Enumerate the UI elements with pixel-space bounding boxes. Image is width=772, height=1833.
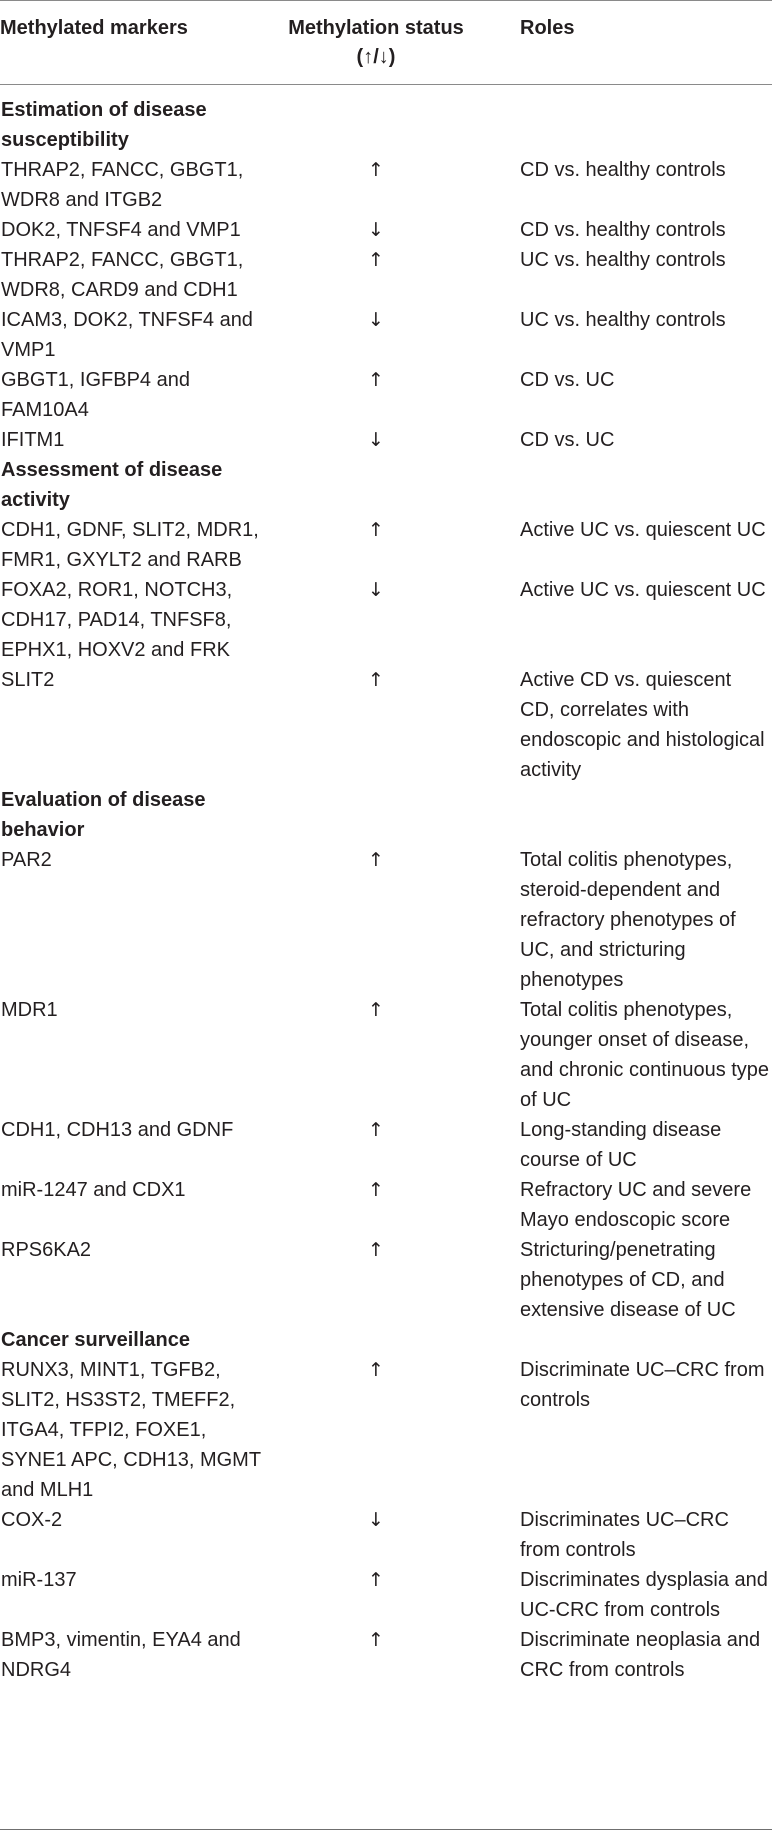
role-cell: UC vs. healthy controls	[520, 309, 726, 331]
status-cell: ↓	[368, 309, 384, 331]
status-cell: ↓	[368, 1509, 384, 1531]
role-cell: CD vs. healthy controls	[520, 219, 726, 241]
markers-cell: BMP3, vimentin, EYA4 and NDRG4	[1, 1629, 241, 1681]
role-cell: Active CD vs. quiescent CD, correlates with endoscopic and histological activity	[520, 669, 765, 781]
markers-cell: COX-2	[1, 1509, 63, 1531]
header-roles: Roles	[520, 17, 575, 39]
role-cell: UC vs. healthy controls	[520, 249, 726, 271]
table-row	[0, 665, 772, 785]
table-row	[0, 1115, 772, 1175]
role-cell: Active UC vs. quiescent UC	[520, 579, 766, 601]
table-row	[0, 1625, 772, 1685]
markers-cell: MDR1	[1, 999, 58, 1021]
markers-cell: ICAM3, DOK2, TNFSF4 and VMP1	[1, 309, 253, 361]
status-cell: ↑	[368, 1239, 384, 1261]
table-row	[0, 1235, 772, 1325]
status-cell: ↑	[368, 1569, 384, 1591]
markers-cell: FOXA2, ROR1, NOTCH3, CDH17, PAD14, TNFSF8, EPHX1, HOXV2 and FRK	[1, 579, 233, 661]
markers-cell: CDH1, GDNF, SLIT2, MDR1, FMR1, GXYLT2 and RARB	[1, 519, 259, 571]
table-row	[0, 305, 772, 365]
markers-cell: SLIT2	[1, 669, 55, 691]
status-cell: ↑	[368, 1629, 384, 1651]
table-row	[0, 425, 772, 455]
markers-cell: GBGT1, IGFBP4 and FAM10A4	[1, 369, 190, 421]
table-row	[0, 515, 772, 575]
section-heading: Cancer surveillance	[1, 1329, 190, 1351]
status-cell: ↑	[368, 849, 384, 871]
status-cell: ↑	[368, 999, 384, 1021]
header-methylated-markers: Methylated markers	[0, 17, 188, 39]
status-cell: ↑	[368, 1359, 384, 1381]
role-cell: Discriminates UC–CRC from controls	[520, 1509, 729, 1561]
role-cell: Total colitis phenotypes, younger onset of disease, and chronic continuous type of UC	[520, 999, 770, 1111]
role-cell: CD vs. UC	[520, 429, 615, 451]
status-cell: ↓	[368, 429, 384, 451]
bottom-rule	[0, 1829, 772, 1830]
markers-cell: THRAP2, FANCC, GBGT1, WDR8, CARD9 and CDH1	[1, 249, 244, 301]
status-cell: ↑	[368, 1119, 384, 1141]
role-cell: Stricturing/penetrating phenotypes of CD, and extensive disease of UC	[520, 1239, 736, 1321]
markers-cell: DOK2, TNFSF4 and VMP1	[1, 219, 241, 241]
status-cell: ↓	[368, 579, 384, 601]
status-cell: ↑	[368, 669, 384, 691]
markers-cell: IFITM1	[1, 429, 65, 451]
role-cell: Refractory UC and severe Mayo endoscopic score	[520, 1179, 752, 1231]
header-rule	[0, 84, 772, 85]
section-heading: Assessment of disease activity	[1, 459, 223, 511]
table-row	[0, 245, 772, 305]
table-row	[0, 845, 772, 995]
section-heading: Evaluation of disease behavior	[1, 789, 206, 841]
table-row	[0, 1175, 772, 1235]
markers-cell: miR-137	[1, 1569, 77, 1591]
markers-cell: PAR2	[1, 849, 52, 871]
role-cell: Discriminates dysplasia and UC-CRC from controls	[520, 1569, 768, 1621]
role-cell: Total colitis phenotypes, steroid-dependent and refractory phenotypes of UC, and stricturing phenotypes	[520, 849, 736, 991]
table-row	[0, 1355, 772, 1505]
status-cell: ↑	[368, 519, 384, 541]
status-cell: ↑	[368, 159, 384, 181]
table-row	[0, 1505, 772, 1565]
markers-cell: CDH1, CDH13 and GDNF	[1, 1119, 234, 1141]
markers-cell: THRAP2, FANCC, GBGT1, WDR8 and ITGB2	[1, 159, 244, 211]
table-body	[0, 95, 772, 1685]
table-row	[0, 1565, 772, 1625]
table-row	[0, 365, 772, 425]
section-heading: Estimation of disease susceptibility	[1, 99, 207, 151]
status-cell: ↑	[368, 369, 384, 391]
status-cell: ↑	[368, 1179, 384, 1201]
table-row	[0, 995, 772, 1115]
role-cell: CD vs. healthy controls	[520, 159, 726, 181]
markers-cell: miR-1247 and CDX1	[1, 1179, 186, 1201]
header-methylation-status: Methylation status (↑/↓)	[288, 17, 464, 68]
table-row	[0, 155, 772, 215]
table-row	[0, 575, 772, 665]
role-cell: Discriminate neoplasia and CRC from controls	[520, 1629, 761, 1681]
status-cell: ↓	[368, 219, 384, 241]
role-cell: Long-standing disease course of UC	[520, 1119, 722, 1171]
role-cell: Discriminate UC–CRC from controls	[520, 1359, 765, 1411]
status-cell: ↑	[368, 249, 384, 271]
markers-cell: RPS6KA2	[1, 1239, 92, 1261]
role-cell: Active UC vs. quiescent UC	[520, 519, 766, 541]
markers-cell: RUNX3, MINT1, TGFB2, SLIT2, HS3ST2, TMEFF2, ITGA4, TFPI2, FOXE1, SYNE1 APC, CDH13, MGMT and MLH1	[1, 1359, 261, 1501]
role-cell: CD vs. UC	[520, 369, 615, 391]
table-header	[0, 0, 772, 84]
table-row	[0, 215, 772, 245]
